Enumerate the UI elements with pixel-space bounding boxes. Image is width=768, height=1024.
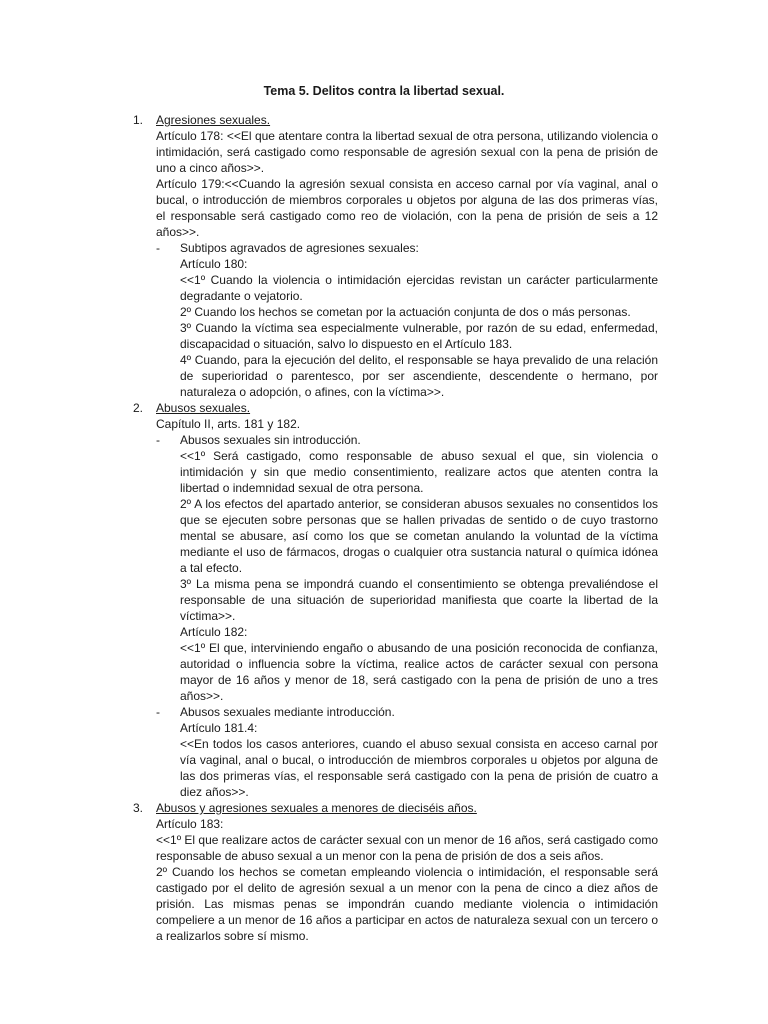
paragraph: Artículo 178: <<El que atentare contra la libertad sexual de otra persona, utilizando violencia o intimidación, será castigado como responsable de agresión sexual con la pena de prisión de uno a cinco años>>.: [156, 129, 658, 175]
sub-item-label: Subtipos agravados de agresiones sexuales:: [180, 241, 419, 255]
section-number: 2.: [133, 401, 144, 415]
section-abusos: [133, 400, 658, 800]
sub-item-mediante-introduccion: [156, 704, 658, 800]
document-body: [133, 112, 658, 944]
sub-item-label: Abusos sexuales mediante introducción.: [180, 705, 395, 719]
sub-item-subtipos-agravados: [156, 240, 658, 400]
paragraph: Capítulo II, arts. 181 y 182.: [156, 417, 301, 431]
article-line: 2º A los efectos del apartado anterior, se consideran abusos sexuales no consentidos los que se ejecuten sobre personas que se hallen privadas de sentido o de cuyo trastorno mental se abusare, así como los que se cometan anulando la voluntad de la víctima mediante el uso de fármacos, drogas o cualquier otra sustancia natural o química idónea a tal efecto.: [180, 497, 658, 575]
paragraph: Artículo 183:: [156, 817, 224, 831]
paragraph: 2º Cuando los hechos se cometan empleando violencia o intimidación, el responsable será castigado por el delito de agresión sexual a un menor con la pena de cinco a diez años de prisión. Las mismas penas se impondrán cuando mediante violencia o intimidación compeliere a un menor de 16 años a participar en actos de naturaleza sexual con un tercero o a realizarlos sobre sí mismo.: [156, 865, 658, 943]
article-line: <<En todos los casos anteriores, cuando el abuso sexual consista en acceso carnal por vía vaginal, anal o bucal, o introducción de miembros corporales u objetos por alguna de las dos primeras vías, el responsable será castigado con la pena de prisión de cuatro a diez años>>.: [180, 737, 658, 799]
article-line: Artículo 182:: [180, 625, 248, 639]
section-heading: Agresiones sexuales.: [156, 113, 271, 127]
article-line: <<1º Cuando la violencia o intimidación ejercidas revistan un carácter particularmente degradante o vejatorio.: [180, 273, 658, 303]
article-line: 3º La misma pena se impondrá cuando el consentimiento se obtenga prevaliéndose el responsable de una situación de superioridad manifiesta que coarte la libertad de la víctima>>.: [180, 577, 658, 623]
article-line: 3º Cuando la víctima sea especialmente vulnerable, por razón de su edad, enfermedad, discapacidad o situación, salvo lo dispuesto en el Artículo 183.: [180, 321, 658, 351]
sub-item-sin-introduccion: [156, 432, 658, 704]
section-number: 1.: [133, 113, 144, 127]
section-agresiones: [133, 112, 658, 400]
section-menores: [133, 800, 658, 944]
article-line: <<1º El que, interviniendo engaño o abusando de una posición reconocida de confianza, autoridad o influencia sobre la víctima, realice actos de carácter sexual con persona mayor de 16 años y menor de 18, será castigado con la pena de prisión de uno a tres años>>.: [180, 641, 658, 703]
article-line: 4º Cuando, para la ejecución del delito, el responsable se haya prevalido de una relación de superioridad o parentesco, por ser ascendiente, descendente o hermano, por naturaleza o adopción, o afines, con la víctima>>.: [180, 353, 658, 399]
section-number: 3.: [133, 801, 144, 815]
paragraph: Artículo 179:<<Cuando la agresión sexual consista en acceso carnal por vía vaginal, anal o bucal, o introducción de miembros corporales u objetos por alguna de las dos primeras vías, el responsable será castigado como reo de violación, con la pena de prisión de seis a 12 años>>.: [156, 177, 658, 239]
section-heading: Abusos y agresiones sexuales a menores de dieciséis años.: [156, 801, 477, 815]
article-line: Artículo 181.4:: [180, 721, 258, 735]
dash-bullet: -: [156, 705, 160, 719]
paragraph: <<1º El que realizare actos de carácter sexual con un menor de 16 años, será castigado como responsable de abuso sexual a un menor con la pena de prisión de dos a seis años.: [156, 833, 659, 863]
article-line: Artículo 180:: [180, 257, 248, 271]
section-heading: Abusos sexuales.: [156, 401, 251, 415]
sub-item-label: Abusos sexuales sin introducción.: [180, 433, 361, 447]
article-line: 2º Cuando los hechos se cometan por la actuación conjunta de dos o más personas.: [180, 305, 631, 319]
document-title: Tema 5. Delitos contra la libertad sexual.: [263, 84, 505, 98]
article-line: <<1º Será castigado, como responsable de abuso sexual el que, sin violencia o intimidación y sin que medio consentimiento, realizare actos que atenten contra la libertad o indemnidad sexual de otra persona.: [180, 449, 658, 495]
dash-bullet: -: [156, 433, 160, 447]
dash-bullet: -: [156, 241, 160, 255]
